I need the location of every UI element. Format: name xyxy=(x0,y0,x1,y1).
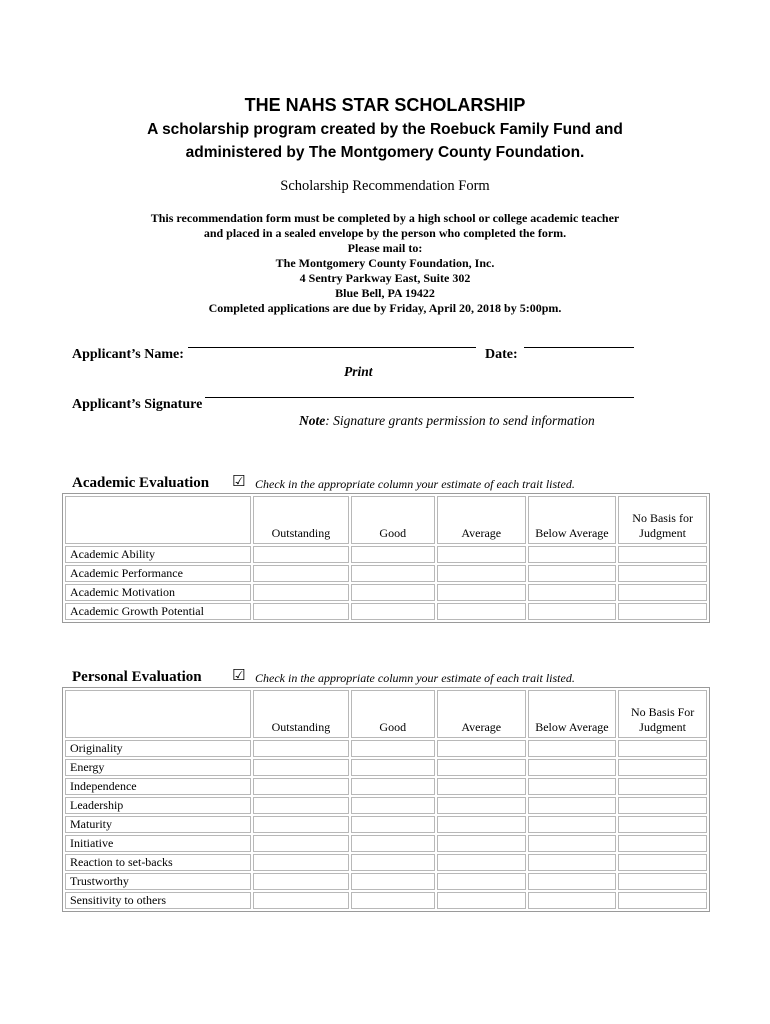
mailing-street: 4 Sentry Parkway East, Suite 302 xyxy=(299,271,471,285)
checkbox-checked-icon: ☑ xyxy=(232,666,246,684)
table-row xyxy=(65,546,707,563)
trait-label: Independence xyxy=(65,778,251,795)
table-row xyxy=(65,778,707,795)
instruction-line: Please mail to: xyxy=(347,241,423,255)
rating-cell[interactable] xyxy=(528,797,617,814)
rating-cell[interactable] xyxy=(253,740,348,757)
signature-line[interactable] xyxy=(205,396,634,398)
subtitle-line-1: A scholarship program created by the Roebuck Family Fund and xyxy=(147,121,623,138)
header-blank-cell xyxy=(65,496,251,544)
rating-cell[interactable] xyxy=(253,892,348,909)
table-row xyxy=(65,854,707,871)
rating-cell[interactable] xyxy=(618,740,707,757)
rating-cell[interactable] xyxy=(253,816,348,833)
rating-cell[interactable] xyxy=(437,603,526,620)
rating-cell[interactable] xyxy=(618,892,707,909)
rating-cell[interactable] xyxy=(351,759,435,776)
note-label: Note xyxy=(299,413,326,428)
signature-note xyxy=(299,413,595,429)
academic-heading: Academic Evaluation xyxy=(72,475,210,491)
rating-cell[interactable] xyxy=(618,603,707,620)
rating-cell[interactable] xyxy=(437,759,526,776)
rating-cell[interactable] xyxy=(351,835,435,852)
table-header-row xyxy=(65,690,707,738)
form-title: THE NAHS STAR SCHOLARSHIP xyxy=(244,95,526,115)
rating-cell[interactable] xyxy=(253,565,348,582)
rating-cell[interactable] xyxy=(253,603,348,620)
column-header: Good xyxy=(351,690,435,738)
trait-label: Reaction to set-backs xyxy=(65,854,251,871)
table-row xyxy=(65,873,707,890)
instructions-block xyxy=(0,211,770,316)
rating-cell[interactable] xyxy=(618,816,707,833)
rating-cell[interactable] xyxy=(618,797,707,814)
rating-cell[interactable] xyxy=(351,873,435,890)
rating-cell[interactable] xyxy=(351,546,435,563)
rating-cell[interactable] xyxy=(437,584,526,601)
checkbox-checked-icon: ☑ xyxy=(232,472,246,490)
academic-instruction: Check in the appropriate column your estimate of each trait listed. xyxy=(255,477,575,491)
column-header: Below Average xyxy=(528,496,617,544)
trait-label: Sensitivity to others xyxy=(65,892,251,909)
rating-cell[interactable] xyxy=(437,835,526,852)
trait-label: Academic Performance xyxy=(65,565,251,582)
table-row xyxy=(65,565,707,582)
rating-cell[interactable] xyxy=(253,854,348,871)
rating-cell[interactable] xyxy=(618,759,707,776)
rating-cell[interactable] xyxy=(528,740,617,757)
rating-cell[interactable] xyxy=(351,584,435,601)
trait-label: Initiative xyxy=(65,835,251,852)
trait-label: Academic Motivation xyxy=(65,584,251,601)
rating-cell[interactable] xyxy=(351,740,435,757)
rating-cell[interactable] xyxy=(437,854,526,871)
rating-cell[interactable] xyxy=(437,546,526,563)
rating-cell[interactable] xyxy=(618,778,707,795)
column-header: No Basis For Judgment xyxy=(618,690,707,738)
trait-label: Originality xyxy=(65,740,251,757)
date-line[interactable] xyxy=(524,346,634,348)
note-text: : Signature grants permission to send information xyxy=(325,413,595,428)
rating-cell[interactable] xyxy=(253,835,348,852)
subtitle-line-2: administered by The Montgomery County Foundation. xyxy=(185,144,585,161)
instruction-line: and placed in a sealed envelope by the person who completed the form. xyxy=(203,226,567,240)
rating-cell[interactable] xyxy=(618,546,707,563)
rating-cell[interactable] xyxy=(253,873,348,890)
rating-cell[interactable] xyxy=(351,854,435,871)
table-row xyxy=(65,816,707,833)
rating-cell[interactable] xyxy=(253,778,348,795)
due-date: Completed applications are due by Friday, April 20, 2018 by 5:00pm. xyxy=(208,301,562,315)
rating-cell[interactable] xyxy=(528,603,617,620)
table-row xyxy=(65,603,707,620)
rating-cell[interactable] xyxy=(351,892,435,909)
rating-cell[interactable] xyxy=(528,546,617,563)
rating-cell[interactable] xyxy=(528,835,617,852)
rating-cell[interactable] xyxy=(253,546,348,563)
rating-cell[interactable] xyxy=(618,835,707,852)
table-row xyxy=(65,797,707,814)
column-header: Average xyxy=(437,496,526,544)
table-row xyxy=(65,584,707,601)
column-header: Good xyxy=(351,496,435,544)
rating-cell[interactable] xyxy=(437,816,526,833)
date-label: Date: xyxy=(485,347,518,362)
rating-cell[interactable] xyxy=(253,759,348,776)
rating-cell[interactable] xyxy=(528,584,617,601)
mailing-city: Blue Bell, PA 19422 xyxy=(335,286,435,300)
trait-label: Energy xyxy=(65,759,251,776)
rating-cell[interactable] xyxy=(351,603,435,620)
table-row xyxy=(65,740,707,757)
rating-cell[interactable] xyxy=(253,584,348,601)
rating-cell[interactable] xyxy=(528,565,617,582)
column-header: Below Average xyxy=(528,690,617,738)
rating-cell[interactable] xyxy=(528,778,617,795)
rating-cell[interactable] xyxy=(528,759,617,776)
column-header: Outstanding xyxy=(253,690,348,738)
table-row xyxy=(65,892,707,909)
column-header: Outstanding xyxy=(253,496,348,544)
rating-cell[interactable] xyxy=(253,797,348,814)
personal-heading: Personal Evaluation xyxy=(72,669,202,685)
applicant-name-label: Applicant’s Name: xyxy=(72,347,184,362)
rating-cell[interactable] xyxy=(528,854,617,871)
signature-label: Applicant’s Signature xyxy=(72,397,203,412)
table-row xyxy=(65,759,707,776)
rating-cell[interactable] xyxy=(437,873,526,890)
column-header: Average xyxy=(437,690,526,738)
personal-evaluation-table xyxy=(62,687,710,912)
rating-cell[interactable] xyxy=(618,565,707,582)
rating-cell[interactable] xyxy=(437,892,526,909)
trait-label: Academic Growth Potential xyxy=(65,603,251,620)
form-name: Scholarship Recommendation Form xyxy=(280,178,490,194)
rating-cell[interactable] xyxy=(437,778,526,795)
print-hint: Print xyxy=(344,364,373,379)
table-row xyxy=(65,835,707,852)
trait-label: Trustworthy xyxy=(65,873,251,890)
rating-cell[interactable] xyxy=(618,873,707,890)
rating-cell[interactable] xyxy=(528,873,617,890)
table-header-row xyxy=(65,496,707,544)
rating-cell[interactable] xyxy=(351,778,435,795)
rating-cell[interactable] xyxy=(437,797,526,814)
trait-label: Leadership xyxy=(65,797,251,814)
applicant-name-line[interactable] xyxy=(188,346,476,348)
column-header: No Basis for Judgment xyxy=(618,496,707,544)
rating-cell[interactable] xyxy=(351,797,435,814)
rating-cell[interactable] xyxy=(528,892,617,909)
rating-cell[interactable] xyxy=(528,816,617,833)
instruction-line: This recommendation form must be completed by a high school or college academic teacher xyxy=(150,211,620,225)
rating-cell[interactable] xyxy=(351,565,435,582)
rating-cell[interactable] xyxy=(618,584,707,601)
mailing-name: The Montgomery County Foundation, Inc. xyxy=(275,256,495,270)
trait-label: Maturity xyxy=(65,816,251,833)
personal-instruction: Check in the appropriate column your estimate of each trait listed. xyxy=(255,671,575,685)
rating-cell[interactable] xyxy=(437,565,526,582)
rating-cell[interactable] xyxy=(618,854,707,871)
trait-label: Academic Ability xyxy=(65,546,251,563)
rating-cell[interactable] xyxy=(351,816,435,833)
academic-evaluation-table xyxy=(62,493,710,623)
header-blank-cell xyxy=(65,690,251,738)
rating-cell[interactable] xyxy=(437,740,526,757)
